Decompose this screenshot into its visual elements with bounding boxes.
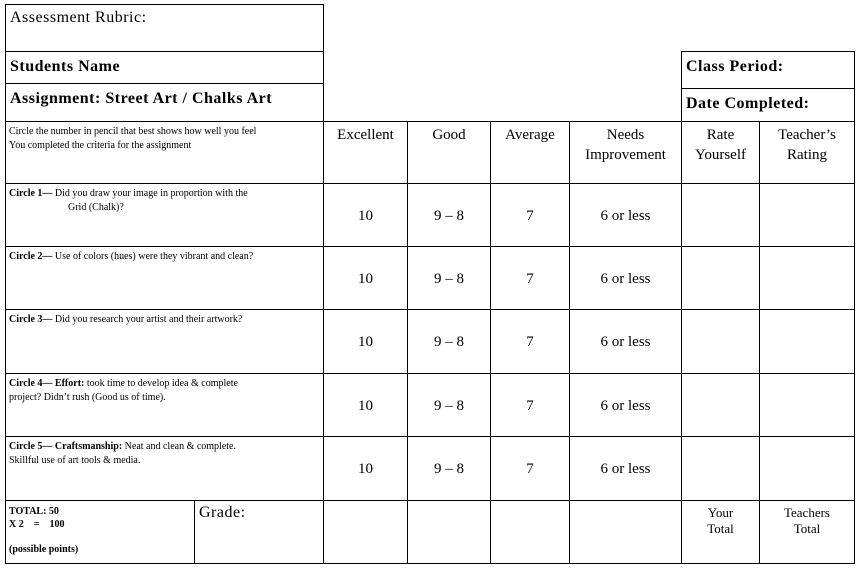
score-average-1[interactable]: [490, 183, 570, 247]
score-value: 7: [526, 461, 534, 477]
grade-cell[interactable]: [194, 500, 324, 564]
score-needs-5[interactable]: [569, 436, 682, 501]
footer-needs-blank: [569, 500, 682, 564]
score-average-4[interactable]: [490, 373, 570, 437]
rate-yourself-2[interactable]: [681, 246, 760, 310]
score-value: 6 or less: [600, 334, 651, 350]
total-equals: =: [33, 519, 40, 530]
grade-label: Grade:: [199, 504, 246, 521]
col-teacher-label-1: Teacher’s: [778, 127, 836, 143]
students-name-cell: [5, 51, 324, 84]
date-completed-cell: [681, 88, 855, 122]
score-value: 10: [358, 461, 373, 477]
class-period-cell: [681, 51, 855, 89]
col-excellent-label: Excellent: [337, 127, 394, 143]
class-period-label: Class Period:: [686, 58, 784, 75]
score-value: 7: [526, 208, 534, 224]
score-value: 7: [526, 271, 534, 287]
col-rate-yourself: [681, 121, 760, 184]
score-average-2[interactable]: [490, 246, 570, 310]
col-good: [407, 121, 491, 184]
teacher-rating-3[interactable]: [759, 309, 855, 374]
col-excellent: [323, 121, 408, 184]
score-value: 6 or less: [600, 271, 651, 287]
criterion-5-text: Neat and clean & complete.: [124, 441, 236, 452]
teacher-rating-1[interactable]: [759, 183, 855, 247]
criterion-1-text2: Grid (Chalk)?: [68, 202, 124, 213]
score-value: 7: [526, 334, 534, 350]
col-rate-label-1: Rate: [706, 127, 735, 143]
rate-yourself-1[interactable]: [681, 183, 760, 247]
score-good-4[interactable]: [407, 373, 491, 437]
criterion-5-text2: Skillful use of art tools & media.: [9, 455, 141, 466]
criterion-3-label: Circle 3—: [9, 314, 53, 325]
score-value: 9 – 8: [434, 334, 464, 350]
score-needs-3[interactable]: [569, 309, 682, 374]
score-value: 10: [358, 208, 373, 224]
footer-average-blank: [490, 500, 570, 564]
teacher-rating-2[interactable]: [759, 246, 855, 310]
teacher-rating-4[interactable]: [759, 373, 855, 437]
rate-yourself-3[interactable]: [681, 309, 760, 374]
score-needs-4[interactable]: [569, 373, 682, 437]
total-cell: [5, 500, 195, 564]
score-value: 9 – 8: [434, 398, 464, 414]
criterion-2-text: Use of colors (hues) were they vibrant and clean?: [54, 251, 254, 262]
title-cell: [5, 4, 324, 52]
criterion-row-2: [5, 246, 324, 310]
criterion-1-label: Circle 1—: [9, 188, 53, 199]
possible-points-note: (possible points): [9, 544, 79, 555]
total-points: TOTAL: 50: [9, 506, 59, 517]
score-value: 10: [358, 398, 373, 414]
col-needs-label-2: Improvement: [585, 147, 666, 163]
score-value: 9 – 8: [434, 461, 464, 477]
criterion-1-text: Did you draw your image in proportion with the: [54, 188, 248, 199]
score-excellent-4[interactable]: [323, 373, 408, 437]
rate-yourself-4[interactable]: [681, 373, 760, 437]
col-needs-label-1: Needs: [606, 127, 645, 143]
criterion-4-bold: Effort:: [54, 378, 85, 389]
score-excellent-3[interactable]: [323, 309, 408, 374]
col-good-label: Good: [432, 127, 466, 143]
instructions-line-1: Circle the number in pencil that best shows how well you feel: [9, 126, 257, 137]
score-value: 6 or less: [600, 398, 651, 414]
col-average-label: Average: [505, 127, 555, 143]
your-total-cell[interactable]: [681, 500, 760, 564]
students-name-label: Students Name: [10, 58, 121, 75]
score-average-5[interactable]: [490, 436, 570, 501]
score-needs-2[interactable]: [569, 246, 682, 310]
score-excellent-1[interactable]: [323, 183, 408, 247]
score-value: 10: [358, 271, 373, 287]
footer-good-blank: [407, 500, 491, 564]
col-teacher-label-2: Rating: [787, 147, 827, 163]
your-total-label-1: Your: [707, 505, 734, 520]
criterion-row-1: [5, 183, 324, 247]
assignment-label: Assignment: Street Art / Chalks Art: [10, 90, 273, 107]
score-needs-1[interactable]: [569, 183, 682, 247]
score-value: 7: [526, 398, 534, 414]
criterion-row-3: [5, 309, 324, 374]
score-value: 6 or less: [600, 461, 651, 477]
score-value: 10: [358, 334, 373, 350]
criterion-2-label: Circle 2—: [9, 251, 53, 262]
score-good-1[interactable]: [407, 183, 491, 247]
teachers-total-label-1: Teachers: [783, 505, 830, 520]
rubric-title: Assessment Rubric:: [10, 9, 147, 26]
score-value: 6 or less: [600, 208, 651, 224]
col-needs-improvement: [569, 121, 682, 184]
rate-yourself-5[interactable]: [681, 436, 760, 501]
score-value: 9 – 8: [434, 208, 464, 224]
criterion-5-label: Circle 5—: [9, 441, 53, 452]
instructions-line-2: You completed the criteria for the assignment: [9, 140, 192, 151]
teachers-total-label-2: Total: [793, 521, 821, 536]
criterion-4-label: Circle 4—: [9, 378, 53, 389]
col-average: [490, 121, 570, 184]
date-completed-label: Date Completed:: [686, 95, 810, 112]
score-excellent-5[interactable]: [323, 436, 408, 501]
criterion-4-text: took time to develop idea & complete: [86, 378, 238, 389]
score-average-3[interactable]: [490, 309, 570, 374]
criterion-4-text2: project? Didn’t rush (Good us of time).: [9, 392, 166, 403]
score-excellent-2[interactable]: [323, 246, 408, 310]
total-multiplier: X 2: [9, 519, 24, 530]
score-good-5[interactable]: [407, 436, 491, 501]
footer-excellent-blank: [323, 500, 408, 564]
col-teachers-rating: [759, 121, 855, 184]
score-good-2[interactable]: [407, 246, 491, 310]
score-good-3[interactable]: [407, 309, 491, 374]
your-total-label-2: Total: [707, 521, 734, 536]
assignment-cell: [5, 83, 324, 122]
criterion-3-text: Did you research your artist and their artwork?: [54, 314, 243, 325]
score-value: 9 – 8: [434, 271, 464, 287]
criterion-5-bold: Craftsmanship:: [54, 441, 123, 452]
total-max: 100: [49, 519, 65, 530]
teachers-total-cell[interactable]: [759, 500, 855, 564]
col-rate-label-2: Yourself: [695, 147, 746, 163]
teacher-rating-5[interactable]: [759, 436, 855, 501]
criterion-row-4: [5, 373, 324, 437]
instructions-cell: [5, 121, 324, 184]
criterion-row-5: [5, 436, 324, 501]
